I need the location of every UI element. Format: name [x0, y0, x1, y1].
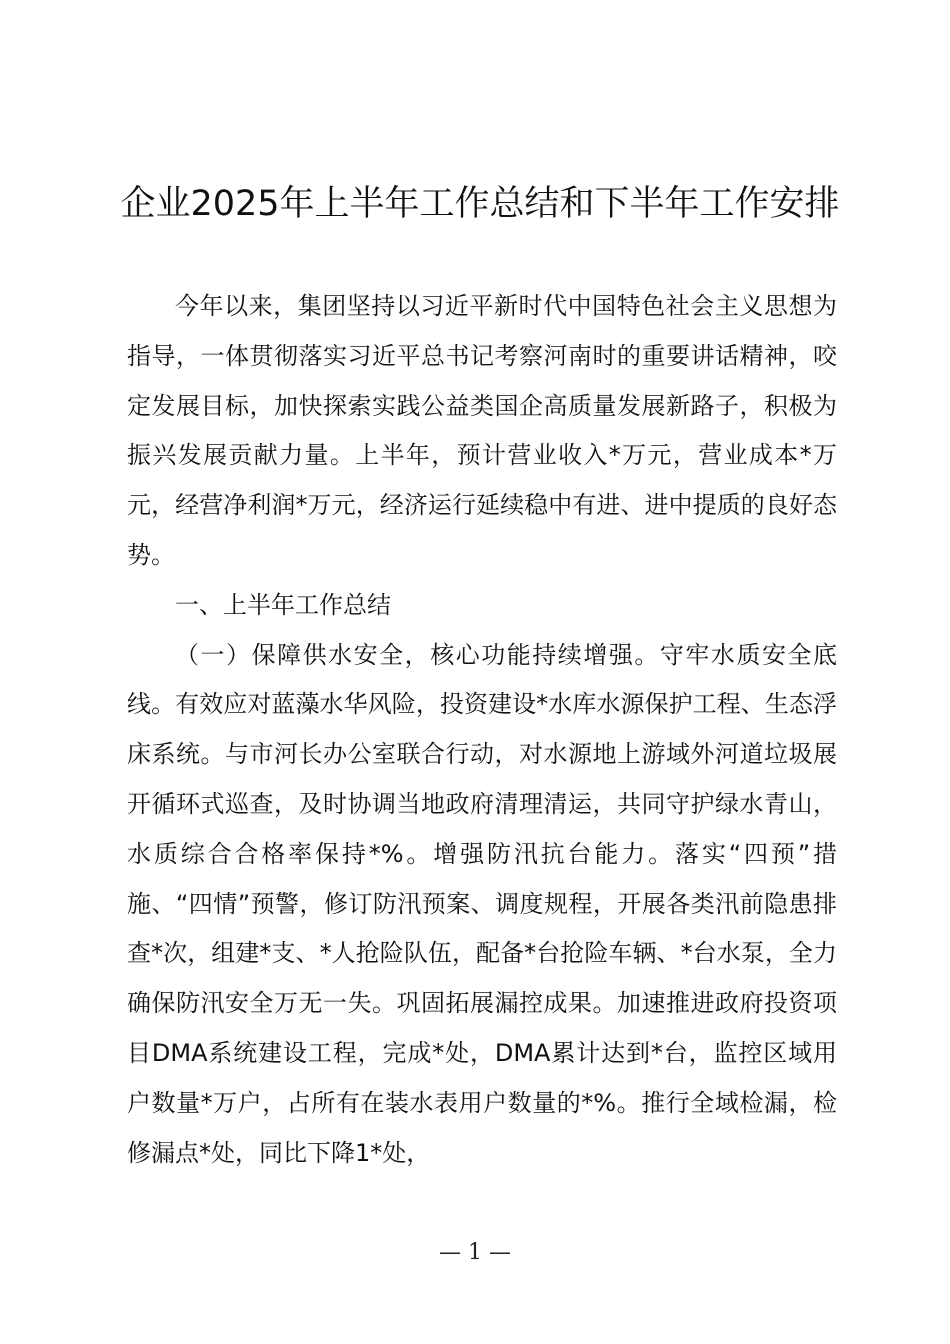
section-heading: 一、上半年工作总结 — [175, 590, 391, 619]
document-body — [127, 282, 837, 1178]
page-number: — 1 — — [439, 1240, 511, 1265]
document-title: 企业2025年上半年工作总结和下半年工作安排 — [120, 184, 840, 224]
intro-paragraph: 今年以来，集团坚持以习近平新时代中国特色社会主义思想为指导，一体贯彻落实习近平总书记考察河南时的重要讲话精神，咬定发展目标，加快探索实践公益类国企高质量发展新路子，积极为振兴发展贡献力量。上半年，预计营业收入*万元，营业成本*万元，经营净利润*万元，经济运行延续稳中有进、进中提质的良好态势。 — [127, 292, 837, 569]
body-paragraph: （一）保障供水安全，核心功能持续增强。守牢水质安全底线。有效应对蓝藻水华风险，投资建设*水库水源保护工程、生态浮床系统。与市河长办公室联合行动，对水源地上游域外河道垃圾展开循环式巡查，及时协调当地政府清理清运，共同守护绿水青山，水质综合合格率保持*%。增强防汛抗台能力。落实“四预”措施、“四情”预警，修订防汛预案、调度规程，开展各类汛前隐患排查*次，组建*支、*人抢险队伍，配备*台抢险车辆、*台水泵，全力确保防汛安全万无一失。巩固拓展漏控成果。加速推进政府投资项目DMA系统建设工程，完成*处，DMA累计达到*台，监控区域用户数量*万户，占所有在装水表用户数量的*%。推行全域检漏，检修漏点*处，同比下降1*处， — [127, 640, 837, 1167]
